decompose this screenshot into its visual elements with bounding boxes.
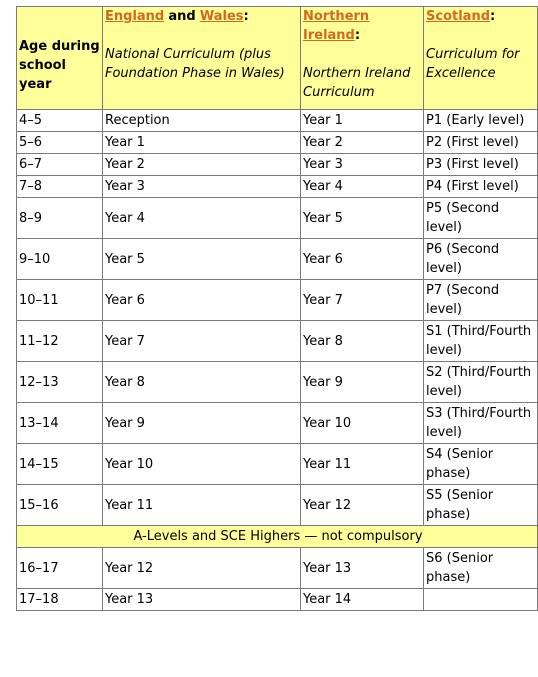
scotland-cell: P1 (Early level) bbox=[424, 110, 538, 132]
england-wales-cell: Year 6 bbox=[103, 280, 301, 321]
scotland-cell bbox=[424, 589, 538, 611]
header-ni-cell bbox=[301, 7, 424, 110]
school-years-table bbox=[16, 6, 538, 611]
scotland-cell: S4 (Senior phase) bbox=[424, 444, 538, 485]
northern-ireland-cell: Year 10 bbox=[301, 403, 424, 444]
age-cell: 13–14 bbox=[17, 403, 103, 444]
header-row bbox=[17, 7, 538, 110]
table-row bbox=[17, 548, 538, 589]
england-wales-cell: Year 1 bbox=[103, 132, 301, 154]
compulsory-banner: A-Levels and SCE Highers — not compulsory bbox=[17, 526, 538, 548]
northern-ireland-cell: Year 14 bbox=[301, 589, 424, 611]
header-age-cell bbox=[17, 7, 103, 110]
england-wales-cell: Year 7 bbox=[103, 321, 301, 362]
northern-ireland-cell: Year 8 bbox=[301, 321, 424, 362]
header-and: and bbox=[168, 9, 196, 24]
table-row bbox=[17, 198, 538, 239]
table-row bbox=[17, 321, 538, 362]
england-wales-cell: Year 9 bbox=[103, 403, 301, 444]
age-cell: 16–17 bbox=[17, 548, 103, 589]
northern-ireland-cell: Year 2 bbox=[301, 132, 424, 154]
age-cell: 8–9 bbox=[17, 198, 103, 239]
northern-ireland-cell: Year 6 bbox=[301, 239, 424, 280]
table-row bbox=[17, 110, 538, 132]
table-row bbox=[17, 362, 538, 403]
england-wales-cell: Year 3 bbox=[103, 176, 301, 198]
scotland-link[interactable]: Scotland bbox=[426, 9, 491, 24]
england-wales-cell: Year 2 bbox=[103, 154, 301, 176]
northern-ireland-cell: Year 12 bbox=[301, 485, 424, 526]
scotland-cell: P2 (First level) bbox=[424, 132, 538, 154]
age-cell: 5–6 bbox=[17, 132, 103, 154]
northern-ireland-cell: Year 11 bbox=[301, 444, 424, 485]
age-cell: 9–10 bbox=[17, 239, 103, 280]
scotland-cell: S5 (Senior phase) bbox=[424, 485, 538, 526]
scotland-cell: S1 (Third/Fourth level) bbox=[424, 321, 538, 362]
header-england-wales-cell bbox=[103, 7, 301, 110]
table-row bbox=[17, 444, 538, 485]
scotland-cell: P6 (Second level) bbox=[424, 239, 538, 280]
scotland-cell: S3 (Third/Fourth level) bbox=[424, 403, 538, 444]
wales-link[interactable]: Wales bbox=[199, 9, 244, 24]
scotland-cell: P4 (First level) bbox=[424, 176, 538, 198]
england-wales-cell: Year 8 bbox=[103, 362, 301, 403]
age-cell: 6–7 bbox=[17, 154, 103, 176]
england-wales-cell: Year 12 bbox=[103, 548, 301, 589]
northern-ireland-cell: Year 13 bbox=[301, 548, 424, 589]
england-wales-cell: Year 5 bbox=[103, 239, 301, 280]
scotland-cell: S6 (Senior phase) bbox=[424, 548, 538, 589]
header-colon: : bbox=[490, 9, 496, 24]
northern-ireland-link[interactable]: Northern Ireland bbox=[303, 9, 370, 43]
header-colon: : bbox=[354, 28, 361, 43]
northern-ireland-cell: Year 9 bbox=[301, 362, 424, 403]
age-cell: 10–11 bbox=[17, 280, 103, 321]
table-row bbox=[17, 280, 538, 321]
table-row bbox=[17, 403, 538, 444]
age-cell: 7–8 bbox=[17, 176, 103, 198]
age-cell: 15–16 bbox=[17, 485, 103, 526]
age-cell: 4–5 bbox=[17, 110, 103, 132]
scotland-cell: S2 (Third/Fourth level) bbox=[424, 362, 538, 403]
england-wales-cell: Year 4 bbox=[103, 198, 301, 239]
table-row bbox=[17, 589, 538, 611]
northern-ireland-cell: Year 3 bbox=[301, 154, 424, 176]
northern-ireland-cell: Year 7 bbox=[301, 280, 424, 321]
compulsory-banner-row bbox=[17, 526, 538, 548]
table-row bbox=[17, 176, 538, 198]
scotland-cell: P5 (Second level) bbox=[424, 198, 538, 239]
ni-subtitle: Northern Ireland Curriculum bbox=[303, 66, 411, 100]
england-link[interactable]: England bbox=[105, 9, 165, 24]
northern-ireland-cell: Year 5 bbox=[301, 198, 424, 239]
england-wales-cell: Reception bbox=[103, 110, 301, 132]
age-cell: 12–13 bbox=[17, 362, 103, 403]
table-row bbox=[17, 132, 538, 154]
age-cell: 11–12 bbox=[17, 321, 103, 362]
table-row bbox=[17, 485, 538, 526]
age-cell: 14–15 bbox=[17, 444, 103, 485]
header-age: Age during school year bbox=[19, 39, 100, 92]
england-wales-cell: Year 13 bbox=[103, 589, 301, 611]
header-scotland-cell bbox=[424, 7, 538, 110]
table-row bbox=[17, 154, 538, 176]
header-colon: : bbox=[243, 9, 249, 24]
northern-ireland-cell: Year 1 bbox=[301, 110, 424, 132]
england-subtitle: National Curriculum (plus Foundation Phase in Wales) bbox=[105, 47, 285, 81]
england-wales-cell: Year 10 bbox=[103, 444, 301, 485]
scotland-cell: P3 (First level) bbox=[424, 154, 538, 176]
age-cell: 17–18 bbox=[17, 589, 103, 611]
northern-ireland-cell: Year 4 bbox=[301, 176, 424, 198]
scotland-subtitle: Curriculum for Excellence bbox=[426, 47, 520, 81]
england-wales-cell: Year 11 bbox=[103, 485, 301, 526]
scotland-cell: P7 (Second level) bbox=[424, 280, 538, 321]
table-row bbox=[17, 239, 538, 280]
